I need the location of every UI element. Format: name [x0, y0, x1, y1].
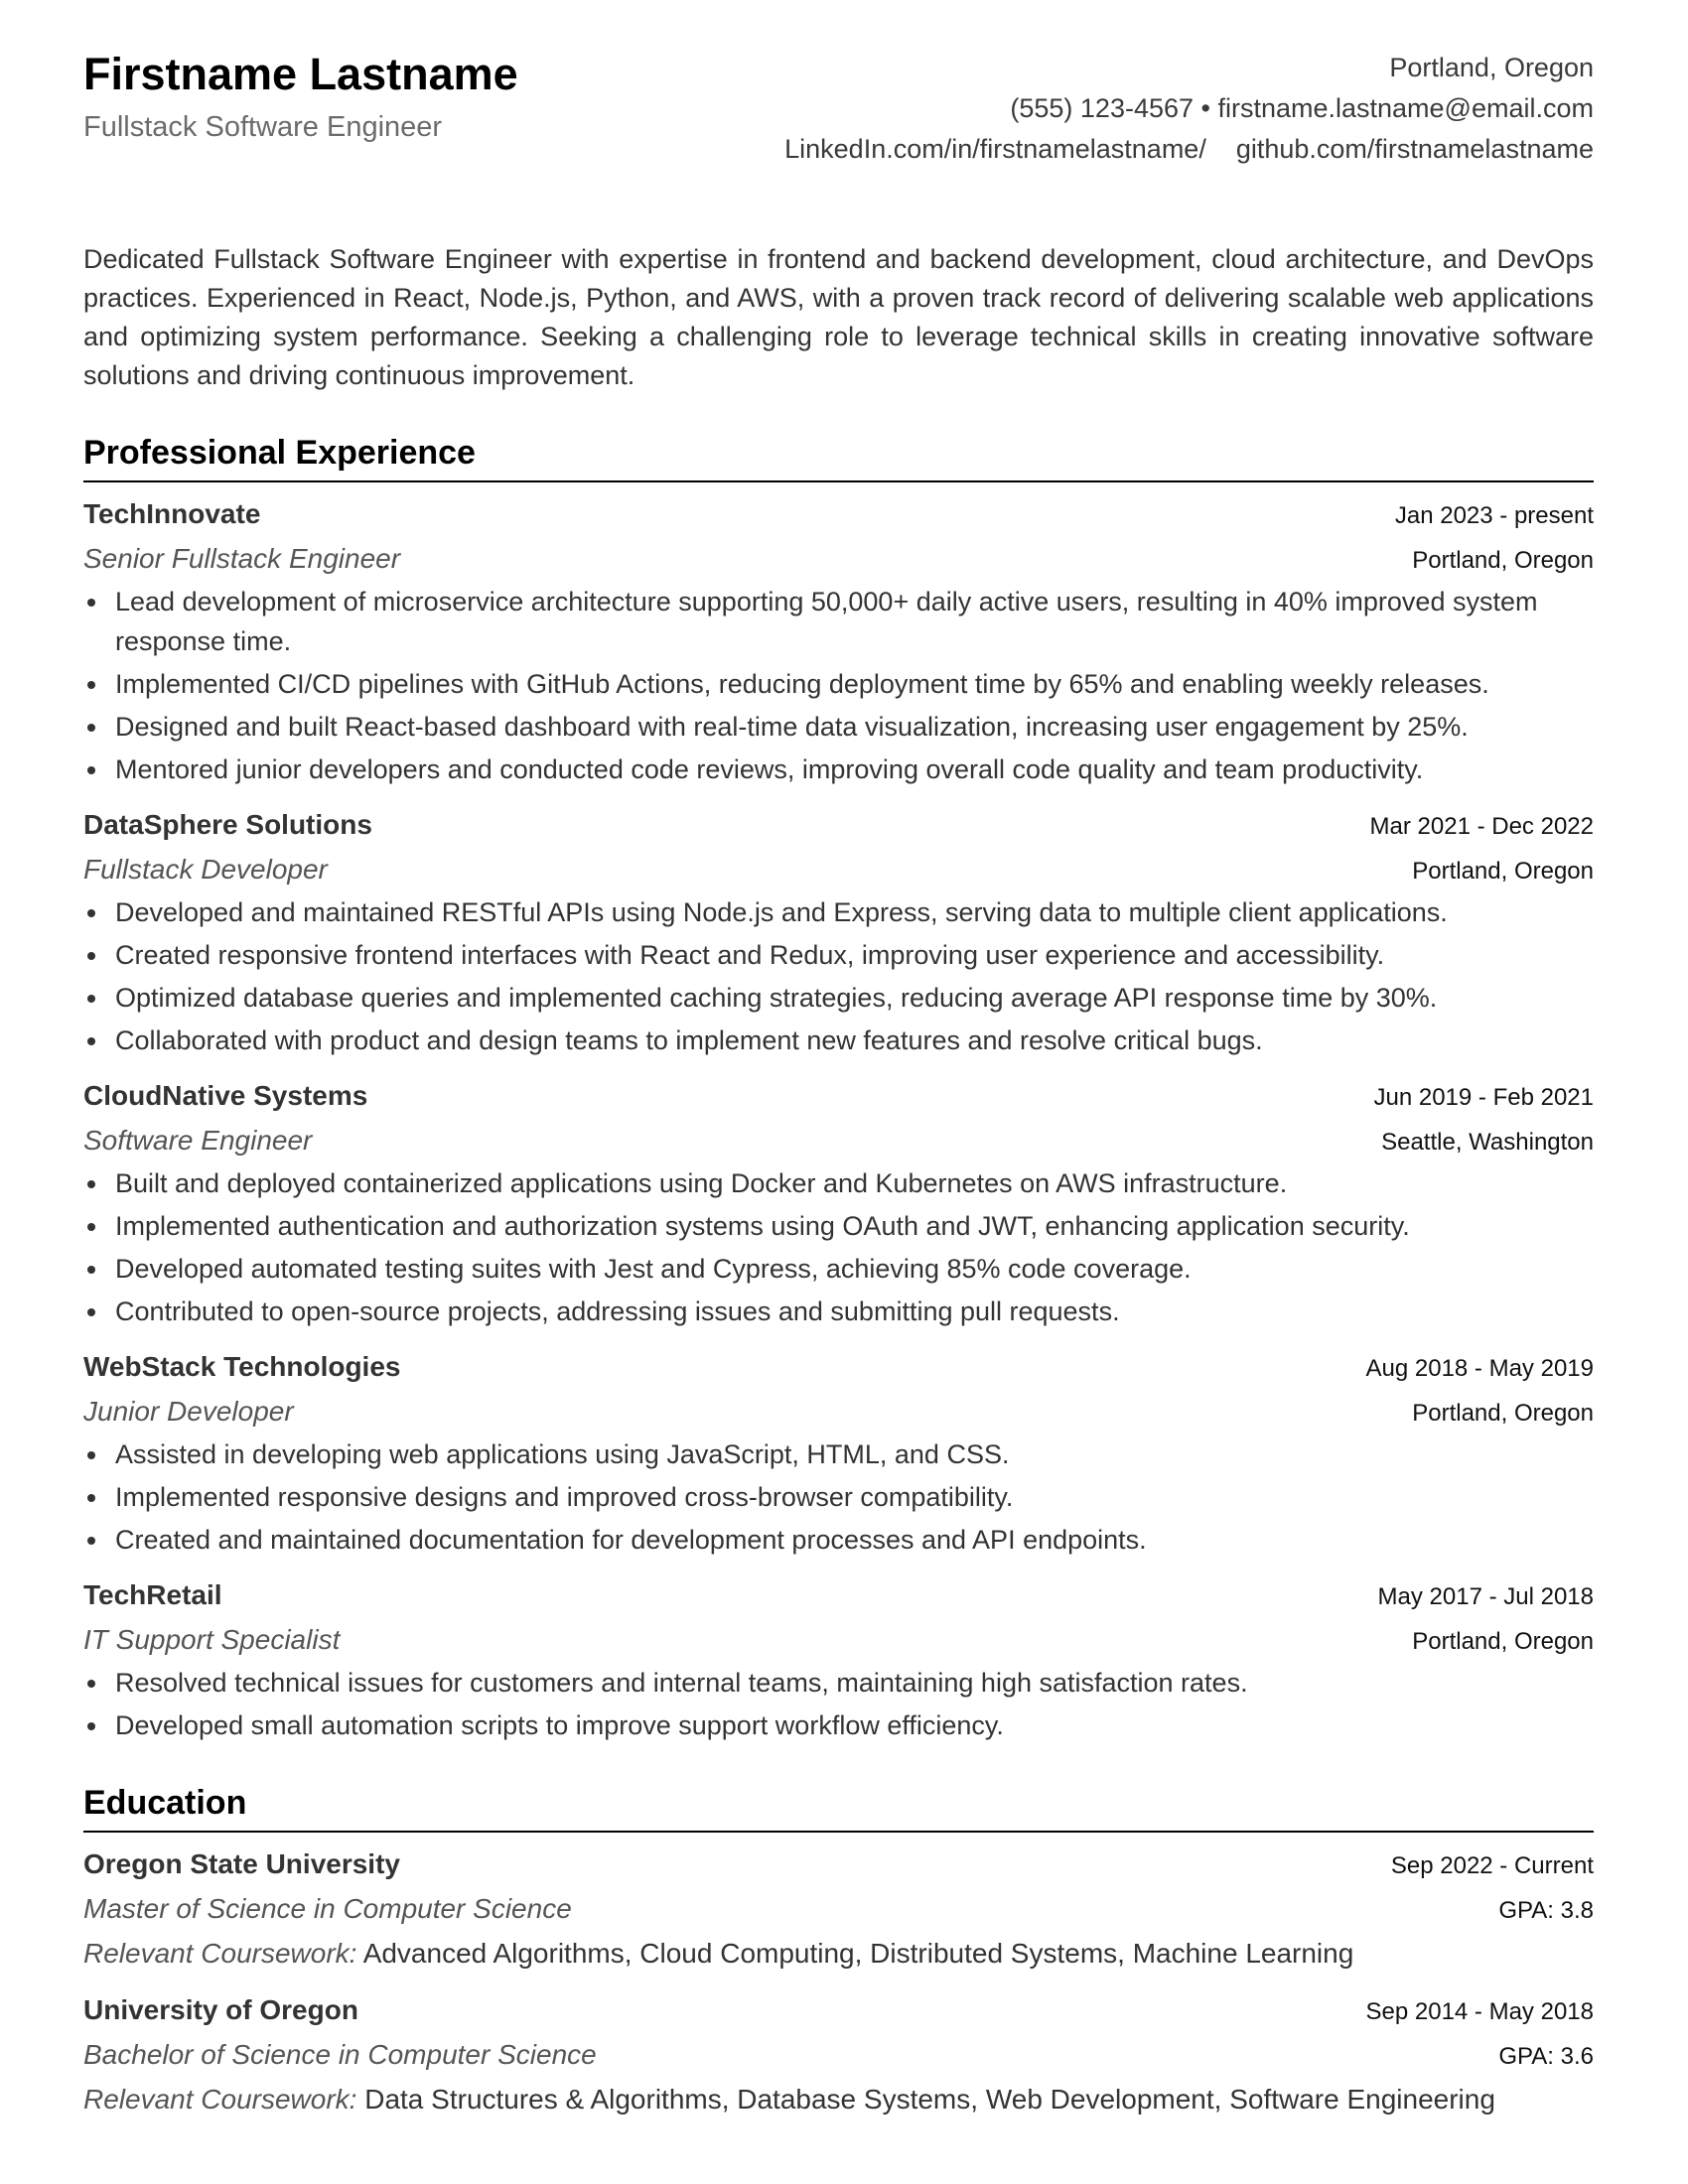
job-bullet: Collaborated with product and design teams to implement new features and resolve critical bugs. — [83, 1021, 1594, 1060]
job-bullet: Built and deployed containerized applications using Docker and Kubernetes on AWS infrastructure. — [83, 1163, 1594, 1203]
github-link[interactable]: github.com/firstnamelastname — [1235, 134, 1594, 164]
gpa: GPA: 3.8 — [1498, 1897, 1594, 1924]
header-identity — [83, 48, 518, 144]
coursework-label: Relevant Coursework: — [83, 1938, 357, 1969]
experience-heading: Professional Experience — [83, 431, 1594, 482]
company-name: TechRetail — [83, 1579, 222, 1610]
contact-info — [784, 48, 1594, 170]
degree-row — [83, 2033, 1594, 2078]
job-location: Portland, Oregon — [1412, 547, 1594, 574]
gpa: GPA: 3.6 — [1498, 2043, 1594, 2070]
school-header-row — [83, 1843, 1594, 1887]
job-dates: May 2017 - Jul 2018 — [1377, 1583, 1594, 1610]
candidate-title: Fullstack Software Engineer — [83, 111, 443, 143]
education-section — [83, 1781, 1594, 2120]
contact-phone-email: (555) 123-4567 • firstname.lastname@email.com — [1010, 93, 1594, 123]
school-name: University of Oregon — [83, 1994, 358, 2025]
job-entry — [83, 1345, 1594, 1560]
job-role: Senior Fullstack Engineer — [83, 543, 401, 574]
job-bullet: Mentored junior developers and conducted code reviews, improving overall code quality and team productivity. — [83, 750, 1594, 789]
resume-header — [83, 48, 1594, 175]
job-role: Fullstack Developer — [83, 854, 328, 885]
job-role-row — [83, 1390, 1594, 1434]
company-name: TechInnovate — [83, 498, 261, 529]
job-bullet: Optimized database queries and implemented caching strategies, reducing average API response time by 30%. — [83, 978, 1594, 1018]
job-role-row — [83, 848, 1594, 892]
job-header-row — [83, 1345, 1594, 1390]
coursework-list: Advanced Algorithms, Cloud Computing, Distributed Systems, Machine Learning — [362, 1938, 1354, 1969]
experience-list — [83, 492, 1594, 1745]
coursework-line — [83, 1932, 1594, 1975]
job-bullets — [83, 892, 1594, 1060]
job-bullets — [83, 1163, 1594, 1331]
education-list — [83, 1843, 1594, 2120]
job-dates: Mar 2021 - Dec 2022 — [1369, 813, 1594, 840]
company-name: WebStack Technologies — [83, 1351, 401, 1382]
candidate-name: Firstname Lastname — [83, 49, 518, 99]
job-bullet: Assisted in developing web applications using JavaScript, HTML, and CSS. — [83, 1434, 1594, 1474]
job-header-row — [83, 1573, 1594, 1618]
job-entry — [83, 492, 1594, 789]
school-dates: Sep 2022 - Current — [1390, 1852, 1594, 1879]
summary-paragraph: Dedicated Fullstack Software Engineer with expertise in frontend and backend development, cloud architecture, and DevOps practices. Experienced in React, Node.js, Python, and AWS, with a proven track record of delivering scalable web applications and optimizing system performance. Seeking a challenging role to leverage technical skills in creating innovative software solutions and driving continuous improvement. — [83, 244, 1594, 390]
job-dates: Jun 2019 - Feb 2021 — [1373, 1084, 1594, 1111]
job-bullet: Implemented responsive designs and improved cross-browser compatibility. — [83, 1477, 1594, 1517]
job-location: Portland, Oregon — [1412, 1400, 1594, 1427]
degree-name: Bachelor of Science in Computer Science — [83, 2039, 597, 2070]
coursework-label: Relevant Coursework: — [83, 2084, 357, 2115]
job-bullet: Developed and maintained RESTful APIs using Node.js and Express, serving data to multiple client applications. — [83, 892, 1594, 932]
job-bullet: Created responsive frontend interfaces with React and Redux, improving user experience and accessibility. — [83, 935, 1594, 975]
job-bullet: Developed automated testing suites with Jest and Cypress, achieving 85% code coverage. — [83, 1249, 1594, 1289]
job-dates: Jan 2023 - present — [1394, 502, 1594, 529]
school-header-row — [83, 1988, 1594, 2033]
company-name: CloudNative Systems — [83, 1080, 368, 1111]
job-entry — [83, 1573, 1594, 1745]
degree-row — [83, 1887, 1594, 1932]
contact-location: Portland, Oregon — [1389, 53, 1594, 82]
job-header-row — [83, 803, 1594, 848]
school-dates: Sep 2014 - May 2018 — [1365, 1998, 1594, 2025]
job-bullet: Lead development of microservice architecture supporting 50,000+ daily active users, resulting in 40% improved system response time. — [83, 582, 1594, 661]
job-location: Portland, Oregon — [1412, 1628, 1594, 1655]
job-role: Software Engineer — [83, 1125, 313, 1156]
job-dates: Aug 2018 - May 2019 — [1365, 1355, 1594, 1382]
degree-name: Master of Science in Computer Science — [83, 1893, 572, 1924]
job-bullets — [83, 582, 1594, 789]
company-name: DataSphere Solutions — [83, 809, 372, 840]
education-entry — [83, 1988, 1594, 2120]
job-header-row — [83, 492, 1594, 537]
contact-links — [784, 129, 1594, 170]
education-entry — [83, 1843, 1594, 1975]
job-role-row — [83, 1119, 1594, 1163]
school-name: Oregon State University — [83, 1848, 400, 1879]
education-heading: Education — [83, 1781, 1594, 1833]
job-role: Junior Developer — [83, 1396, 294, 1427]
job-bullets — [83, 1663, 1594, 1745]
job-bullet: Resolved technical issues for customers and internal teams, maintaining high satisfaction rates. — [83, 1663, 1594, 1703]
job-entry — [83, 1074, 1594, 1331]
job-role-row — [83, 537, 1594, 582]
job-bullet: Designed and built React-based dashboard with real-time data visualization, increasing user engagement by 25%. — [83, 707, 1594, 747]
job-location: Portland, Oregon — [1412, 858, 1594, 885]
job-bullet: Created and maintained documentation for development processes and API endpoints. — [83, 1520, 1594, 1560]
job-location: Seattle, Washington — [1381, 1129, 1594, 1156]
coursework-list: Data Structures & Algorithms, Database Systems, Web Development, Software Engineering — [364, 2084, 1495, 2115]
experience-section — [83, 431, 1594, 1745]
job-bullets — [83, 1434, 1594, 1560]
job-role: IT Support Specialist — [83, 1624, 341, 1655]
job-bullet: Contributed to open-source projects, addressing issues and submitting pull requests. — [83, 1292, 1594, 1331]
job-header-row — [83, 1074, 1594, 1119]
job-role-row — [83, 1618, 1594, 1663]
coursework-line — [83, 2078, 1594, 2120]
job-entry — [83, 803, 1594, 1060]
job-bullet: Implemented authentication and authorization systems using OAuth and JWT, enhancing application security. — [83, 1206, 1594, 1246]
linkedin-link[interactable]: LinkedIn.com/in/firstnamelastname/ — [784, 134, 1206, 164]
job-bullet: Implemented CI/CD pipelines with GitHub Actions, reducing deployment time by 65% and enabling weekly releases. — [83, 664, 1594, 704]
job-bullet: Developed small automation scripts to improve support workflow efficiency. — [83, 1706, 1594, 1745]
